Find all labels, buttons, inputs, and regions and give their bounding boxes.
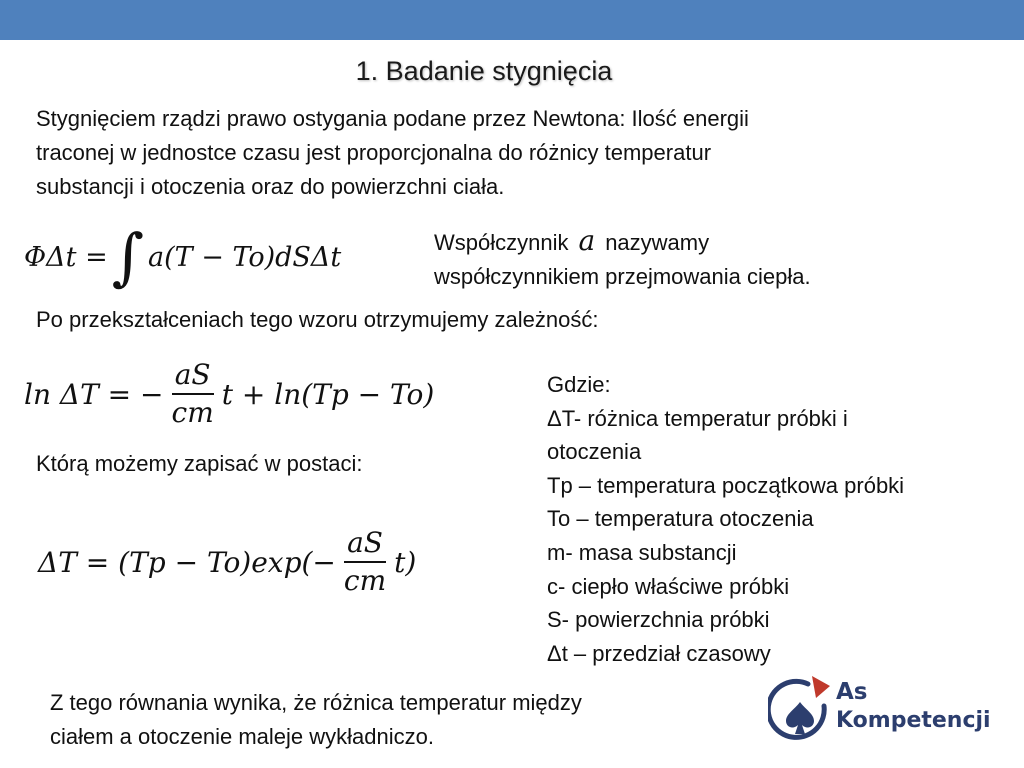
- conclusion-line: ciałem a otoczenie maleje wykładniczo.: [50, 724, 434, 749]
- logo-line2: Kompetencji: [836, 708, 991, 733]
- legend-item: m- masa substancji: [547, 539, 737, 565]
- formula3-lhs: ΔT = (Tp − To)exp(−: [38, 545, 336, 579]
- formula1-rhs: a(T − To)dSΔt: [148, 241, 342, 273]
- logo-line1: As: [836, 679, 868, 705]
- fraction-numerator: aS: [172, 361, 214, 395]
- log-formula: [24, 352, 434, 436]
- spade-in-circle-icon: [768, 676, 832, 748]
- integral-sign: ∫: [111, 220, 145, 293]
- coefficient-symbol: a: [578, 224, 596, 257]
- legend-item: Tp – temperatura początkowa próbki: [547, 472, 905, 498]
- intro-line: traconej w jednostce czasu jest proporcjonalna do różnicy temperatur: [36, 140, 712, 165]
- legend-item: Gdzie:: [547, 372, 611, 397]
- fraction-denominator: cm: [343, 564, 387, 597]
- coefficient-description: [434, 224, 994, 294]
- intro-line: substancji i otoczenia oraz do powierzchni ciała.: [36, 174, 505, 199]
- intro-line: Stygnięciem rządzi prawo ostygania podane przez Newtona: Ilość energii: [36, 106, 749, 131]
- formula3-rhs: t): [394, 545, 417, 579]
- newton-formula: [24, 222, 341, 292]
- symbol-legend: [547, 368, 1017, 670]
- transform-text: Po przekształceniach tego wzoru otrzymujemy zależność:: [36, 307, 599, 332]
- legend-item: c- ciepło właściwe próbki: [547, 573, 790, 599]
- legend-item: ΔT- różnica temperatur próbki i: [547, 405, 848, 431]
- formula1-lhs: ΦΔt =: [24, 241, 108, 273]
- legend-item: Δt – przedział czasowy: [547, 640, 771, 666]
- conclusion-line: Z tego równania wynika, że różnica temperatur między: [50, 690, 582, 715]
- exp-formula: [38, 520, 416, 604]
- coefficient-line2: współczynnikiem przejmowania ciepła.: [434, 264, 811, 289]
- coefficient-text-before: Współczynnik: [434, 230, 569, 255]
- postaci-text: Którą możemy zapisać w postaci:: [36, 451, 363, 476]
- as-kompetencji-logo: [768, 670, 998, 750]
- formula2-fraction: [171, 358, 214, 429]
- legend-item: otoczenia: [547, 439, 642, 465]
- legend-item: To – temperatura otoczenia: [547, 506, 814, 532]
- formula2-lhs: ln ΔT = −: [24, 377, 164, 411]
- fraction-numerator: aS: [344, 529, 386, 563]
- slide-title: 1. Badanie stygnięcia: [355, 56, 613, 86]
- fraction-denominator: cm: [171, 396, 214, 429]
- coefficient-text-after: nazywamy: [605, 230, 710, 255]
- intro-paragraph: [36, 102, 986, 204]
- formula3-fraction: [343, 526, 387, 597]
- formula2-rhs: t + ln(Tp − To): [221, 377, 435, 411]
- legend-item: S- powierzchnia próbki: [547, 607, 770, 633]
- conclusion-paragraph: [50, 686, 770, 754]
- top-bar: [0, 0, 1024, 40]
